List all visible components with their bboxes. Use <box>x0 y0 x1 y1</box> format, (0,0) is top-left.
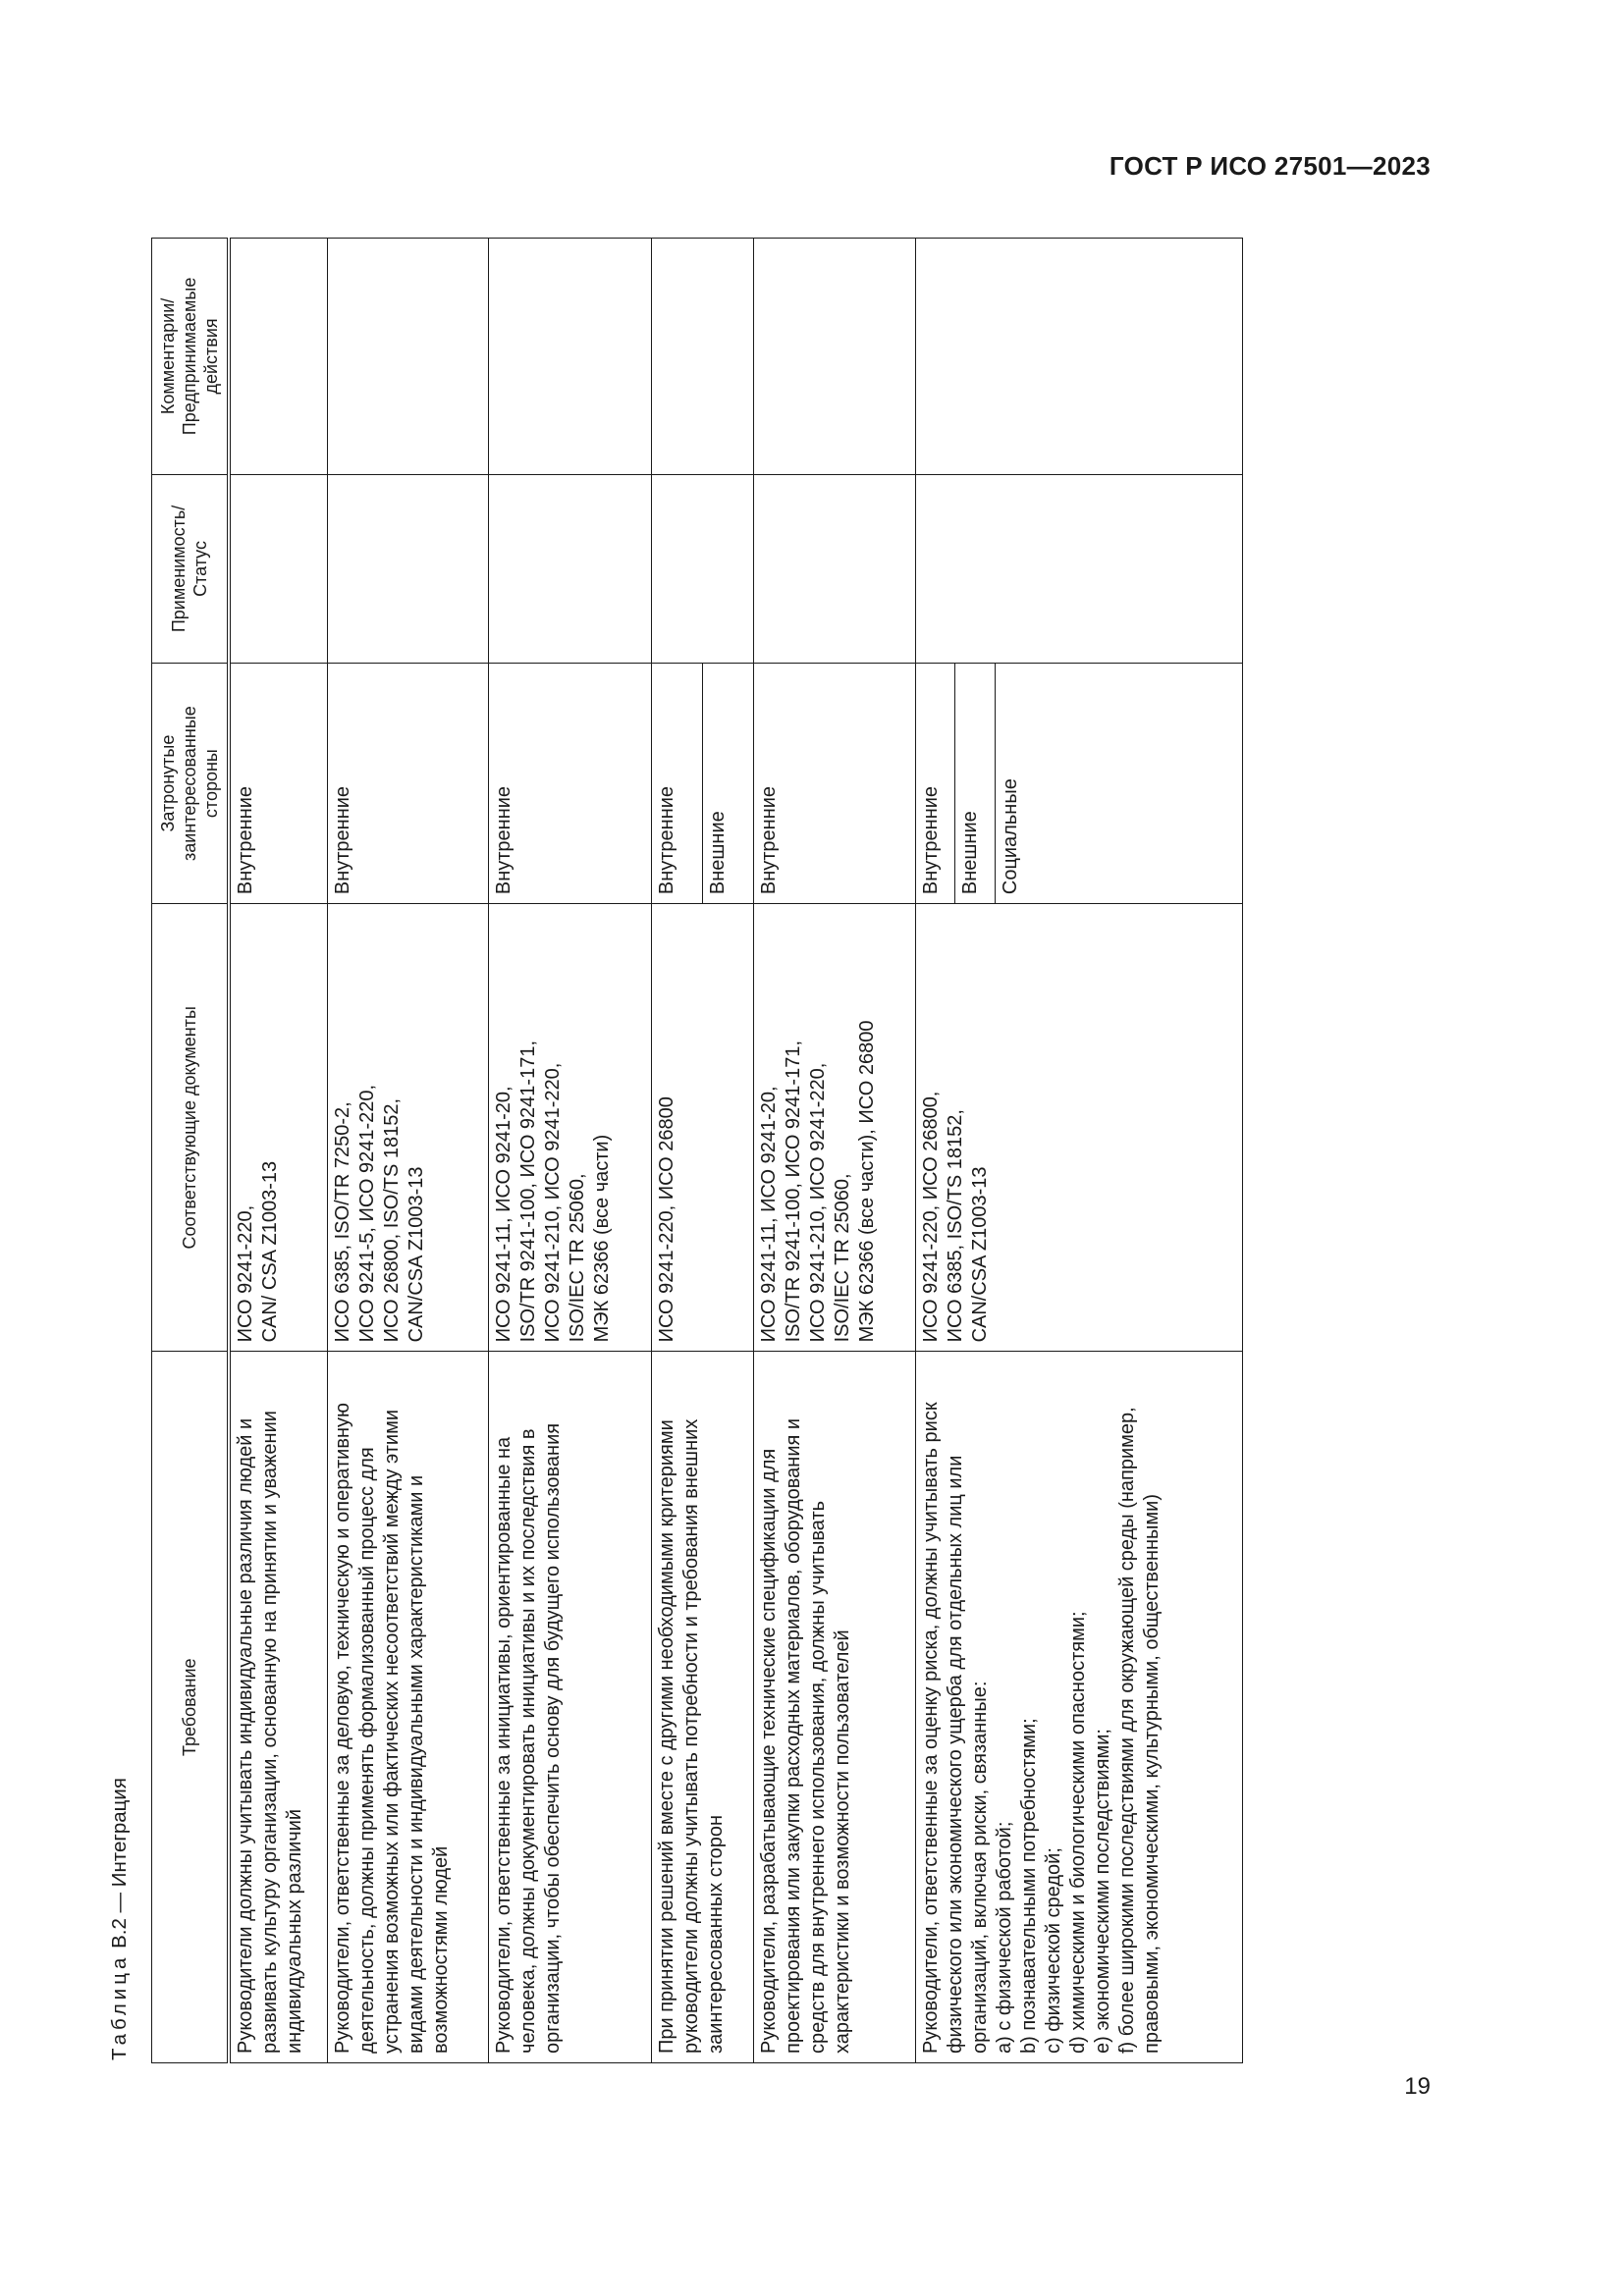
requirement-cell: При принятии решений вместе с другими необходимыми критериями руководители должны учитывать потребности и требования внешних заинтересованных сторон <box>651 1352 753 2063</box>
documents-cell: ИСО 9241-220, CAN/ CSA Z1003-13 <box>229 904 328 1352</box>
table-row <box>915 239 955 2063</box>
requirement-cell: Руководители, ответственные за оценку риска, должны учитывать риск физического или экономического ущерба для отдельных лиц или организаций, включая риски, связанные: a) с физической работой; b) познавательными потребностями; c) физической средой; d) химическими и биологическими опасностями; e) экономическими последствиями; f) более широкими последствиями для окружающей среды (например, правовыми, экономическими, культурными, общественными) <box>915 1352 1242 2063</box>
table-row <box>489 239 652 2063</box>
table-header-row <box>152 239 229 2063</box>
column-header-comments: Комментарии/ Предпринимаемые действия <box>152 239 229 475</box>
stakeholders-cell: Внешние <box>702 664 753 904</box>
table-row <box>229 239 328 2063</box>
table-caption <box>108 1778 132 2060</box>
table-row <box>753 239 915 2063</box>
column-header-applicability: Применимость/ Статус <box>152 474 229 663</box>
requirement-cell: Руководители, ответственные за инициативы, ориентированные на человека, должны документировать инициативы и их последствия в организации, чтобы обеспечить основу для будущего использования <box>489 1352 652 2063</box>
applicability-cell <box>651 474 753 663</box>
documents-cell: ИСО 6385, ISO/TR 7250-2, ИСО 9241-5, ИСО 9241-220, ИСО 26800, ISO/TS 18152, CAN/CSA Z1003-13 <box>328 904 489 1352</box>
documents-cell: ИСО 9241-220, ИСО 26800, ИСО 6385, ISO/TS 18152, CAN/CSA Z1003-13 <box>915 904 1242 1352</box>
table-caption-label: Таблица <box>108 1953 131 2060</box>
table-row <box>651 239 702 2063</box>
document-id: ГОСТ Р ИСО 27501—2023 <box>1109 151 1431 181</box>
stakeholders-cell: Внутренние <box>915 664 955 904</box>
comments-cell <box>651 239 753 475</box>
page-number: 19 <box>1404 2073 1431 2100</box>
table-caption-text: В.2 — Интеграция <box>108 1778 131 1949</box>
stakeholders-cell: Внутренние <box>651 664 702 904</box>
applicability-cell <box>489 474 652 663</box>
stakeholders-cell: Внутренние <box>328 664 489 904</box>
stakeholders-cell: Внешние <box>955 664 996 904</box>
stakeholders-cell: Внутренние <box>489 664 652 904</box>
stakeholders-cell: Внутренние <box>229 664 328 904</box>
documents-cell: ИСО 9241-11, ИСО 9241-20, ISO/TR 9241-100, ИСО 9241-171, ИСО 9241-210, ИСО 9241-220, ISO/IEC TR 25060, МЭК 62366 (все части), ИСО 26800 <box>753 904 915 1352</box>
documents-cell: ИСО 9241-220, ИСО 26800 <box>651 904 753 1352</box>
requirement-cell: Руководители, ответственные за деловую, техническую и оперативную деятельность, должны применять формализованный процесс для устранения возможных или фактических несоответствий между этими видами деятельности и индивидуальными характеристиками и возможностями людей <box>328 1352 489 2063</box>
comments-cell <box>915 239 1242 475</box>
table-row <box>328 239 489 2063</box>
comments-cell <box>328 239 489 475</box>
rotated-table-block <box>108 234 1247 2069</box>
requirement-cell: Руководители, разрабатывающие технические спецификации для проектирования или закупки расходных материалов, оборудования и средств для внутреннего использования, должны учитывать характеристики и возможности пользователей <box>753 1352 915 2063</box>
requirement-cell: Руководители должны учитывать индивидуальные различия людей и развивать культуру организации, основанную на принятии и уважении индивидуальных различий <box>229 1352 328 2063</box>
stakeholders-cell: Внутренние <box>753 664 915 904</box>
documents-cell: ИСО 9241-11, ИСО 9241-20, ISO/TR 9241-100, ИСО 9241-171, ИСО 9241-210, ИСО 9241-220, ISO/IEC TR 25060, МЭК 62366 (все части) <box>489 904 652 1352</box>
requirements-table <box>151 238 1243 2063</box>
applicability-cell <box>753 474 915 663</box>
comments-cell <box>229 239 328 475</box>
comments-cell <box>489 239 652 475</box>
comments-cell <box>753 239 915 475</box>
column-header-documents: Соответствующие документы <box>152 904 229 1352</box>
stakeholders-cell: Социальные <box>996 664 1243 904</box>
column-header-stakeholders: Затронутые заинтересованные стороны <box>152 664 229 904</box>
applicability-cell <box>229 474 328 663</box>
applicability-cell <box>328 474 489 663</box>
applicability-cell <box>915 474 1242 663</box>
column-header-requirement: Требование <box>152 1352 229 2063</box>
